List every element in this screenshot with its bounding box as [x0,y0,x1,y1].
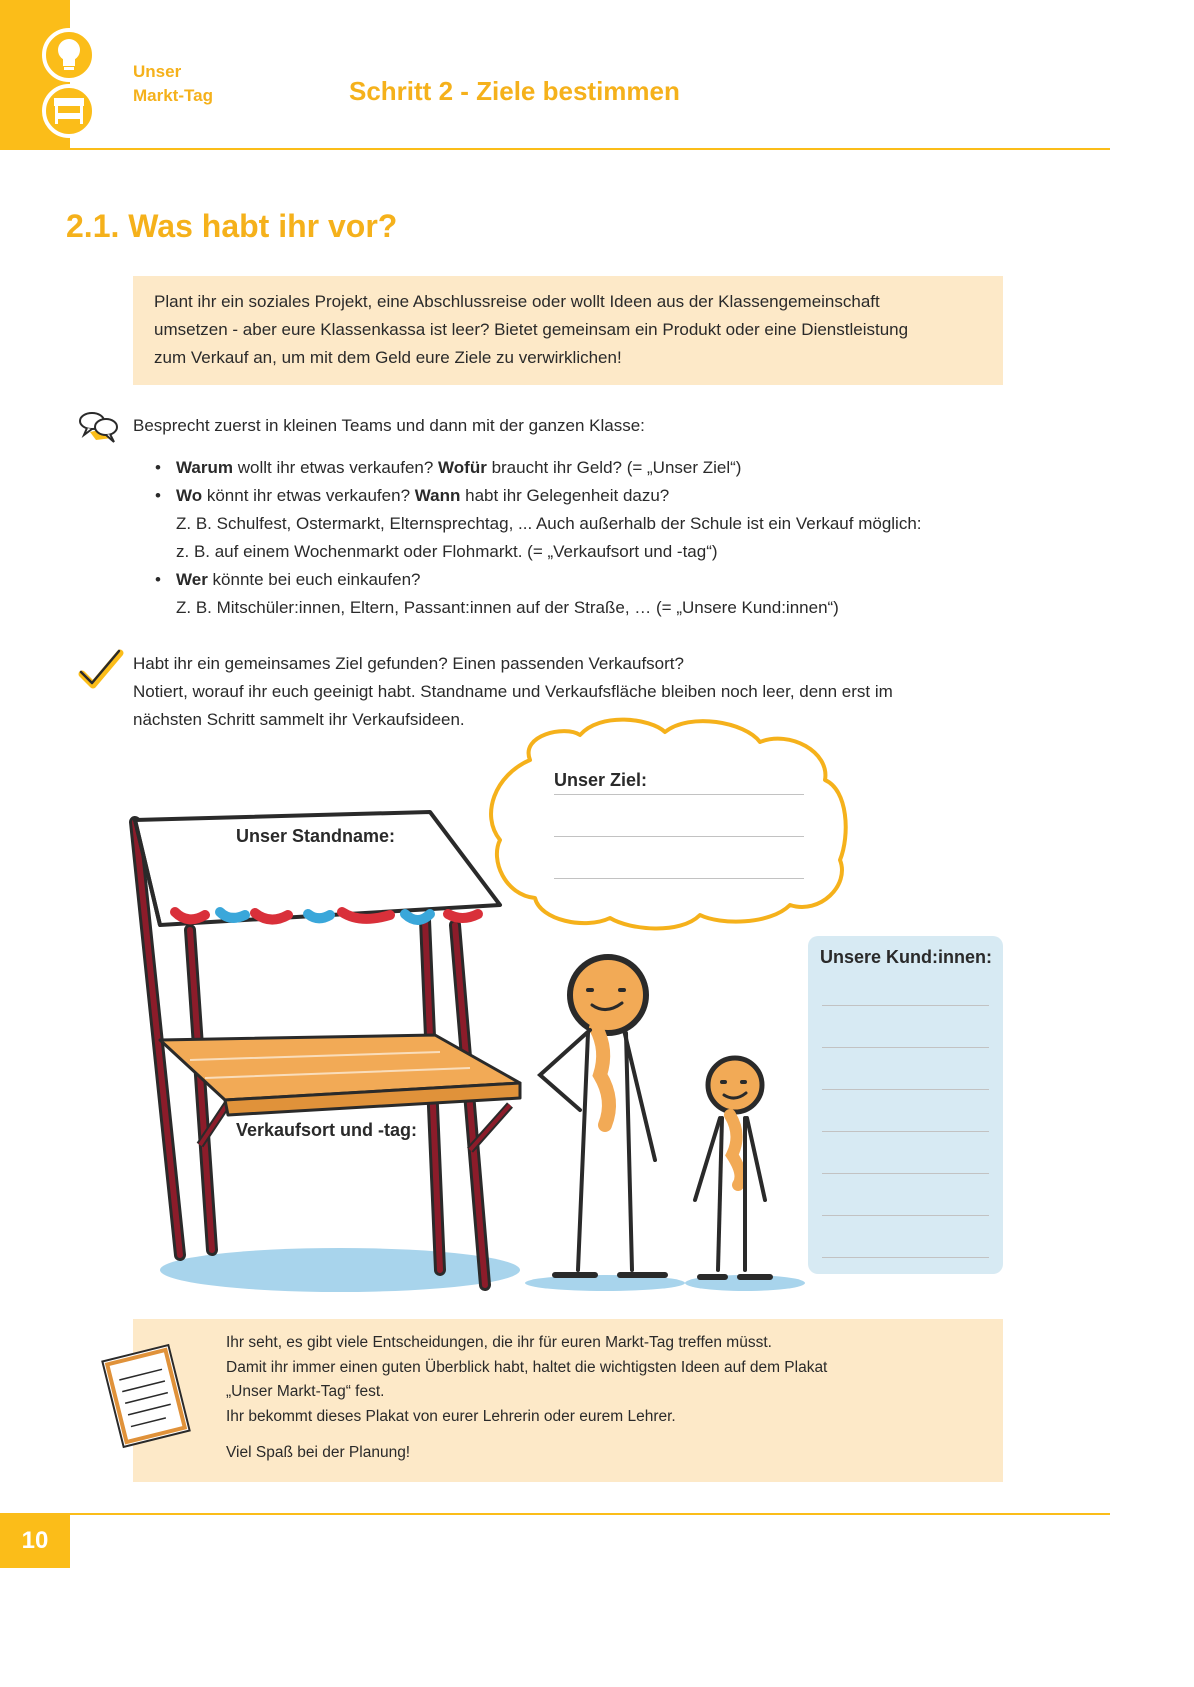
market-stall-icon [42,84,96,138]
header-subtitle-line: Unser [133,62,182,81]
note-text-line: „Unser Markt-Tag“ fest. [226,1383,385,1400]
task-text-line: nächsten Schritt sammelt ihr Verkaufsideen. [133,710,465,729]
lightbulb-icon [42,28,96,82]
intro-text-line: Plant ihr ein soziales Projekt, eine Abschlussreise oder wollt Ideen aus der Klassengemeinschaft [154,292,880,311]
note-box [133,1319,1003,1482]
example-text: z. B. auf einem Wochenmarkt oder Flohmarkt. (= „Verkaufsort und -tag“) [176,542,718,561]
location-label: Verkaufsort und -tag: [236,1120,418,1140]
note-text-line: Damit ihr immer einen guten Überblick habt, haltet die wichtigsten Ideen auf dem Plakat [226,1358,828,1376]
list-item [155,482,1035,510]
question-text: habt ihr Gelegenheit dazu? [460,486,670,505]
customers-box [808,936,1003,1274]
question-keyword: Wer [176,570,208,589]
customers-write-line [822,1257,989,1258]
customers-write-line [822,1215,989,1216]
question-text: braucht ihr Geld? (= „Unser Ziel“) [486,458,742,477]
goal-write-line [554,836,804,837]
discussion-questions [155,454,1035,622]
question-keyword: Warum [176,458,233,477]
intro-box [133,276,1003,385]
note-text-line: Ihr seht, es gibt viele Entscheidungen, die ihr für euren Markt-Tag treffen müsst. [226,1334,772,1351]
intro-text-line: umsetzen - aber eure Klassenkassa ist leer? Bietet gemeinsam ein Produkt oder eine Dienstleistung [154,320,909,339]
goal-write-line [554,794,804,795]
checkmark-icon [78,648,124,690]
intro-text-line: zum Verkauf an, um mit dem Geld eure Ziele zu verwirklichen! [154,348,622,367]
goal-label: Unser Ziel: [554,770,648,790]
customers-write-line [822,1047,989,1048]
customers-write-line [822,1089,989,1090]
list-item [155,454,1035,482]
discuss-instruction: Besprecht zuerst in kleinen Teams und dann mit der ganzen Klasse: [133,416,645,435]
question-keyword: Wann [414,486,461,505]
page-number: 10 [0,1513,70,1568]
footer-divider [70,1513,1110,1515]
customers-write-line [822,1173,989,1174]
page-title: Schritt 2 - Ziele bestimmen [349,76,680,106]
goal-cloud [491,720,846,929]
customers-label: Unsere Kund:innen: [820,947,993,967]
list-item [155,566,1035,594]
question-text: könnt ihr etwas verkaufen? [202,486,415,505]
example-text: Z. B. Schulfest, Ostermarkt, Elternsprechtag, ... Auch außerhalb der Schule ist ein Verkauf möglich: [176,514,922,533]
customers-write-line [822,1005,989,1006]
clipboard-poster-icon [98,1342,194,1450]
stick-figure-child [695,1058,770,1277]
example-text: Z. B. Mitschüler:innen, Eltern, Passant:innen auf der Straße, … (= „Unsere Kund:innen“) [176,598,839,617]
speech-bubbles-icon [78,410,122,448]
question-keyword: Wo [176,486,203,505]
note-closing: Viel Spaß bei der Planung! [226,1444,411,1461]
goal-write-line [554,878,804,879]
note-text-line: Ihr bekommt dieses Plakat von eurer Lehrerin oder eurem Lehrer. [226,1407,676,1425]
section-heading: 2.1. Was habt ihr vor? [66,208,398,244]
header-divider [70,148,1110,150]
question-text: könnte bei euch einkaufen? [207,570,421,589]
task-text-line: Notiert, worauf ihr euch geeinigt habt. Standname und Verkaufsfläche bleiben noch leer, denn erst im [133,682,893,701]
task-text-line: Habt ihr ein gemeinsames Ziel gefunden? Einen passenden Verkaufsort? [133,654,684,673]
stand-name-label: Unser Standname: [236,826,396,846]
header-subtitle [133,60,213,108]
header-subtitle-line: Markt-Tag [133,86,213,105]
stick-figure-adult [540,957,665,1275]
customers-write-line [822,1131,989,1132]
question-text: wollt ihr etwas verkaufen? [233,458,439,477]
question-keyword: Wofür [438,458,487,477]
